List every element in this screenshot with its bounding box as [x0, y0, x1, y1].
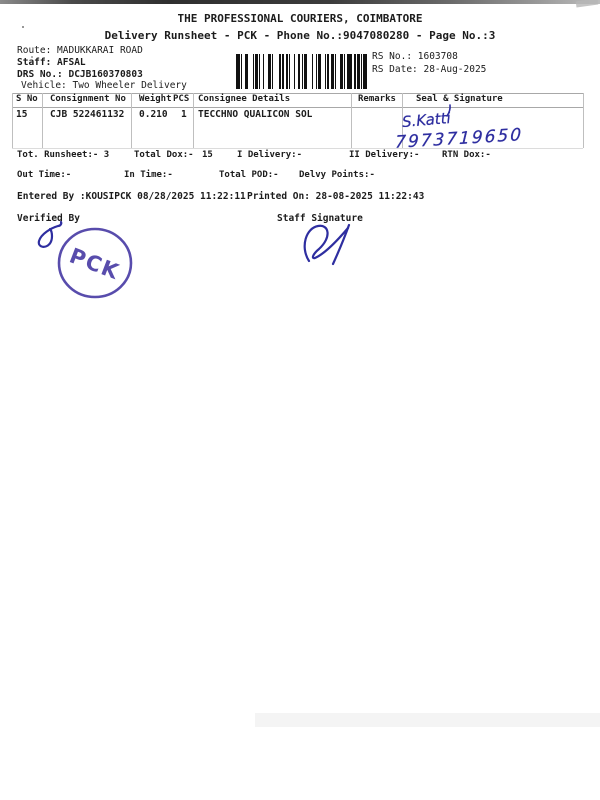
handwritten-consignee-name: S.Katti	[401, 108, 452, 132]
total-dox-label: Total Dox:-	[134, 150, 194, 160]
column-header-consignee: Consignee Details	[198, 94, 291, 104]
table-bottom-rule	[12, 148, 583, 149]
row-cell-weight: 0.210	[139, 109, 168, 120]
printed-on-text: Printed On: 28-08-2025 11:22:43	[247, 191, 425, 202]
table-column-rule	[583, 93, 584, 148]
table-column-rule	[193, 93, 194, 148]
company-title: THE PROFESSIONAL COURIERS, COIMBATORE	[177, 12, 423, 25]
route-text: Route: MADUKKARAI ROAD	[17, 45, 143, 56]
table-column-rule	[351, 93, 352, 148]
i-delivery-text: I Delivery:-	[237, 150, 303, 160]
drs-no-text: DRS No.: DCJB160370803	[17, 69, 143, 80]
pck-stamp	[59, 229, 131, 297]
rs-date-text: RS Date: 28-Aug-2025	[372, 64, 487, 75]
table-column-rule	[131, 93, 132, 148]
staff-signature-stroke	[333, 225, 349, 264]
rs-no-text: RS No.: 1603708	[372, 51, 458, 62]
table-column-rule	[42, 93, 43, 148]
scan-artifact-bottom-band	[255, 713, 600, 727]
entered-by-text: Entered By :KOUSIPCK 08/28/2025 11:22:11	[17, 191, 246, 202]
staff-text: Staff: AFSAL	[17, 57, 86, 68]
vehicle-text: Vehicle: Two Wheeler Delivery	[21, 80, 187, 91]
column-header-consignment: Consignment No	[50, 94, 126, 104]
staff-signature	[305, 226, 348, 261]
rtn-dox-text: RTN Dox:-	[442, 150, 491, 160]
total-pod-text: Total POD:-	[219, 170, 279, 180]
row-cell-consignee: TECCHNO QUALICON SOL	[198, 109, 313, 120]
verified-by-label: Verified By	[17, 213, 80, 224]
table-column-rule	[12, 93, 13, 148]
column-header-seal: Seal & Signature	[416, 94, 503, 104]
rs-barcode	[236, 54, 368, 89]
barcode-bar	[363, 54, 367, 89]
row-cell-consignment: CJB 522461132	[50, 109, 125, 120]
row-cell-pcs: 1	[181, 109, 187, 120]
total-dox-value: 15	[202, 150, 213, 160]
in-time-text: In Time:-	[124, 170, 173, 180]
verified-signature	[39, 222, 61, 247]
tot-runsheet-text: Tot. Runsheet:- 3	[17, 150, 110, 160]
handwritten-phone-number: 7973719650	[394, 125, 524, 153]
doc-subtitle: Delivery Runsheet - PCK - Phone No.:9047080280 - Page No.:3	[104, 29, 496, 42]
column-header-weight: Weight	[139, 94, 172, 104]
pck-stamp-text: PCK	[66, 243, 124, 285]
delvy-points-text: Delvy Points:-	[299, 170, 375, 180]
out-time-text: Out Time:-	[17, 170, 72, 180]
column-header-sno: S No	[16, 94, 38, 104]
scan-artifact-corner-mark	[576, 0, 599, 8]
scan-artifact-top-strip	[0, 0, 600, 4]
column-header-pcs: PCS	[173, 94, 190, 104]
ii-delivery-text: II Delivery:-	[349, 150, 420, 160]
scan-speck	[22, 26, 24, 28]
row-cell-sno: 15	[16, 109, 28, 120]
column-header-remarks: Remarks	[358, 94, 396, 104]
table-header-rule	[12, 107, 583, 108]
staff-signature-label: Staff Signature	[277, 213, 363, 224]
